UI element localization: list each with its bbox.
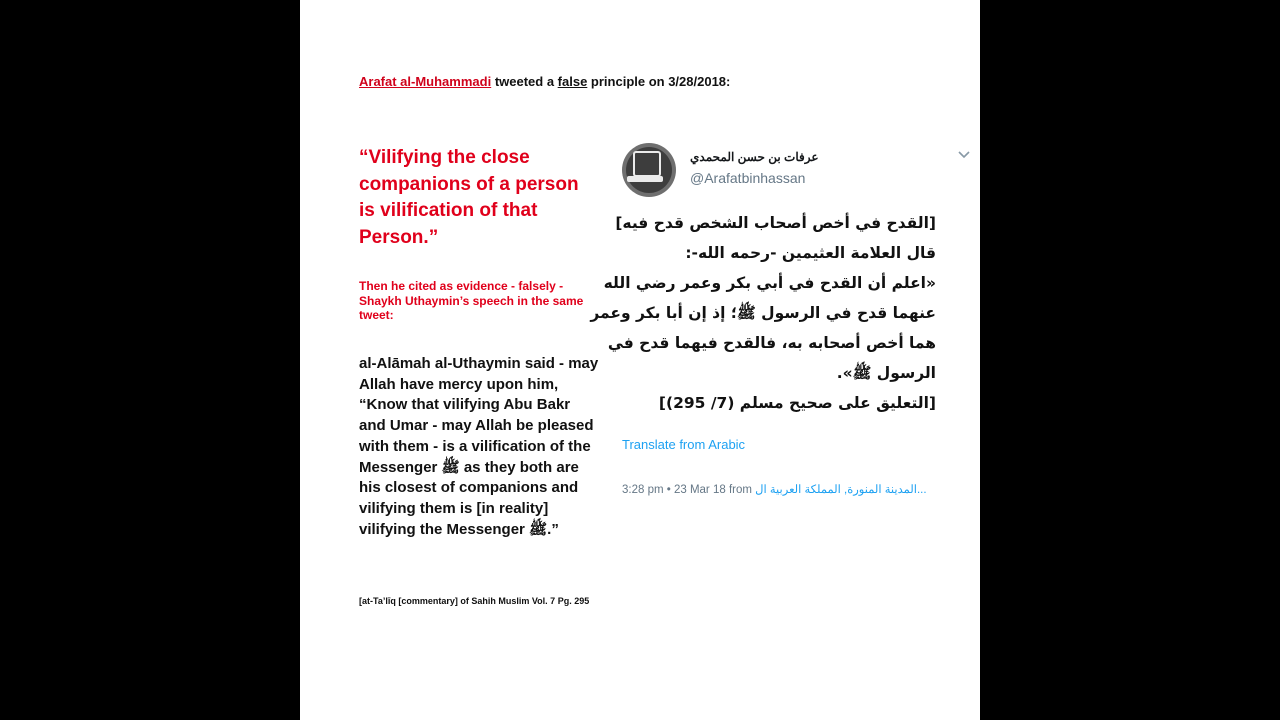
tweet-text bbox=[590, 208, 936, 418]
profile-avatar[interactable] bbox=[622, 143, 676, 197]
logo-caption-strip bbox=[627, 176, 663, 182]
tweet-location-link[interactable]: المدينة المنورة, المملكة العربية ال... bbox=[755, 484, 927, 496]
cited-note: Then he cited as evidence - falsely - Shaykh Uthaymin’s speech in the same tweet: bbox=[359, 279, 584, 322]
profile-logo-icon bbox=[633, 151, 661, 177]
tweet-line: الرسول ﷺ». bbox=[836, 364, 936, 382]
tweet-line: قال العلامة العثيمين -رحمه الله-: bbox=[685, 244, 936, 262]
tweet-line: [التعليق على صحيح مسلم (7/ 295)] bbox=[658, 394, 936, 412]
tweet-line: هما أخص أصحابه به، فالقدح فيهما قدح في bbox=[607, 334, 936, 352]
author-link[interactable]: Arafat al-Muhammadi bbox=[359, 74, 492, 89]
tweet-author-handle[interactable]: @Arafatbinhassan bbox=[690, 170, 806, 186]
tweet-meta bbox=[622, 482, 927, 496]
chevron-down-icon[interactable] bbox=[956, 146, 972, 162]
headline-text-post: principle on 3/28/2018: bbox=[587, 74, 731, 89]
headline bbox=[359, 74, 730, 89]
tweet-line: [القدح في أخص أصحاب الشخص قدح فيه] bbox=[615, 214, 936, 232]
slide-page bbox=[300, 0, 980, 720]
tweet-line: عنهما قدح في الرسول ﷺ؛ إذ إن أبا بكر وعمر bbox=[590, 304, 936, 322]
tweet-author-name[interactable]: عرفات بن حسن المحمدي bbox=[690, 150, 819, 164]
tweet-line: «اعلم أن القدح في أبي بكر وعمر رضي الله bbox=[603, 274, 936, 292]
source-reference: [at-Ta’līq [commentary] of Sahih Muslim Vol. 7 Pg. 295 bbox=[359, 596, 590, 606]
translation-quote: al-Alāmah al-Uthaymin said - may Allah have mercy upon him, “Know that vilifying Abu Bakr and Umar - may Allah be pleased with them - is a vilification of the Messenger ﷺ as they both are his closest of companions and vilifying them is [in reality] vilifying the Messenger ﷺ.” bbox=[359, 355, 599, 538]
tweet-timestamp: 3:28 pm • 23 Mar 18 from bbox=[622, 484, 756, 496]
headline-text-pre: tweeted a bbox=[491, 74, 558, 89]
headline-false-word: false bbox=[557, 74, 588, 89]
principle-quote: “Vilifying the close companions of a person is vilification of that Person.” bbox=[359, 147, 579, 248]
translate-link[interactable]: Translate from Arabic bbox=[622, 437, 746, 452]
